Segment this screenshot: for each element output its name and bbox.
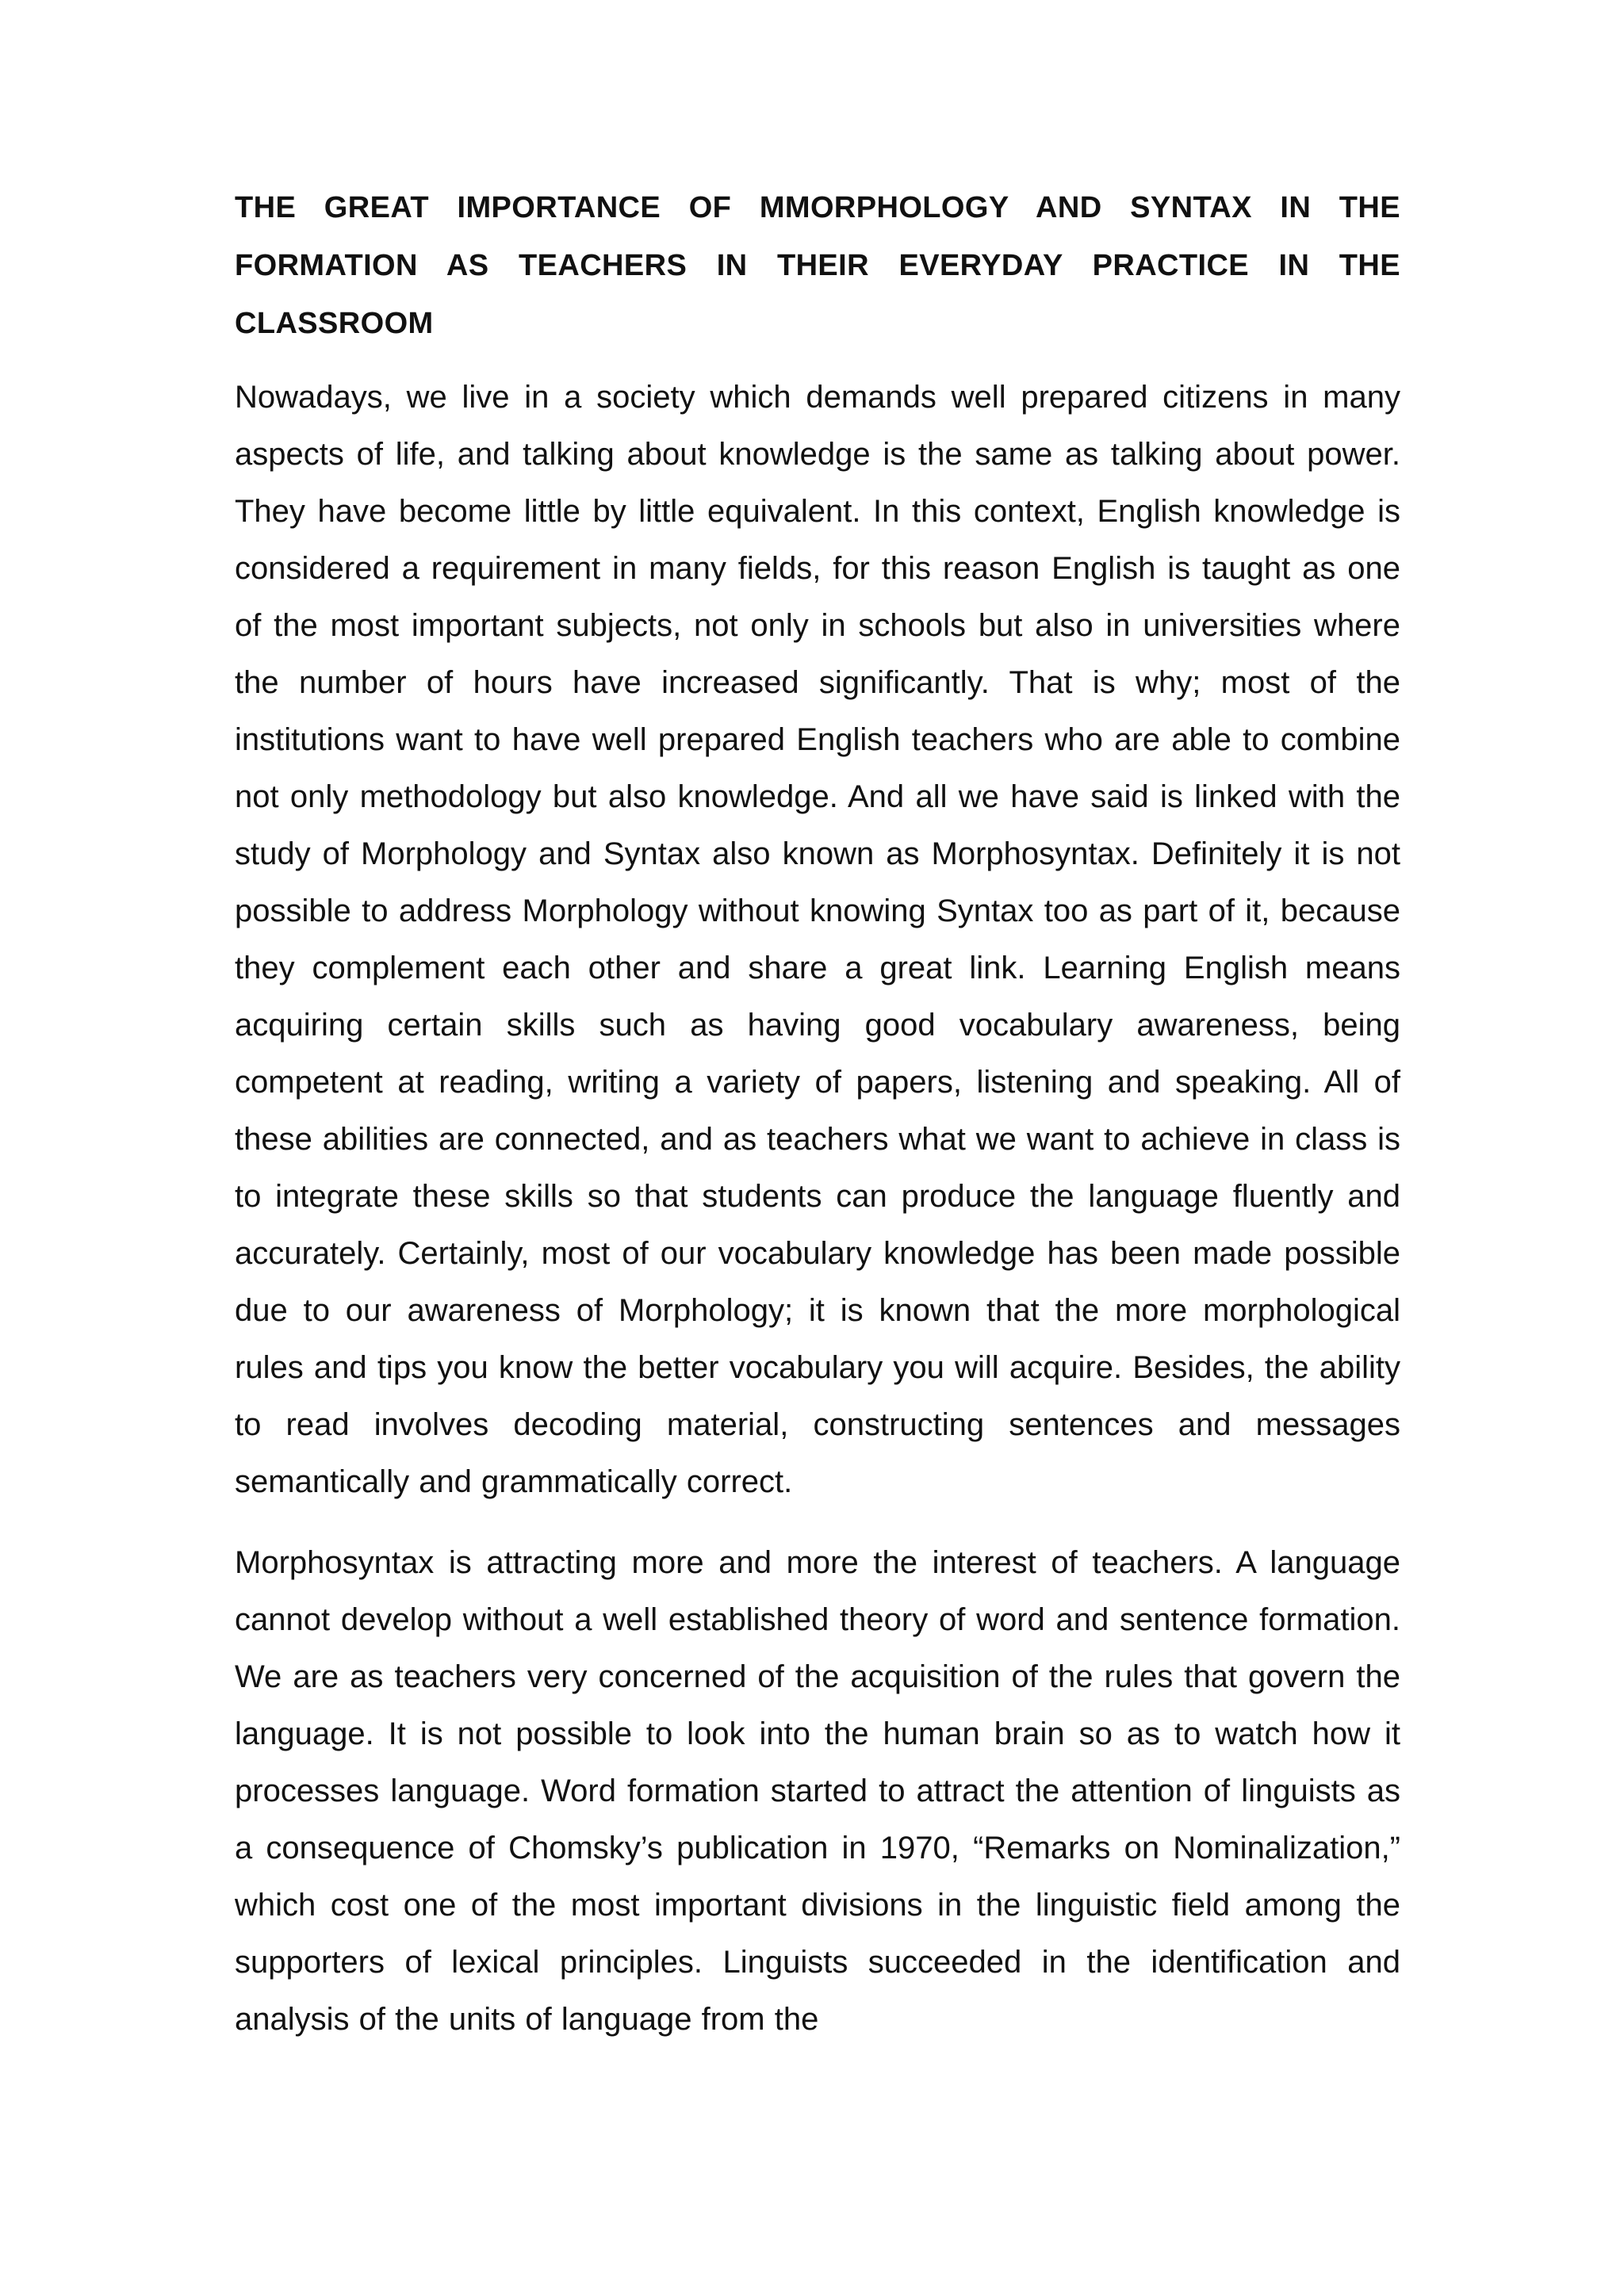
document-title: THE GREAT IMPORTANCE OF MMORPHOLOGY AND SYNTAX IN THE FORMATION AS TEACHERS IN THEIR EVERYDAY PRACTICE IN THE CLASSROOM — [235, 191, 1400, 340]
paragraph: Morphosyntax is attracting more and more the interest of teachers. A language cannot develop without a well established theory of word and sentence formation. We are as teachers very concerned of the acquisition of the rules that govern the language. It is not possible to look into the human brain so as to watch how it processes language. Word formation started to attract the attention of linguists as a consequence of Chomsky’s publication in 1970, “Remarks on Nominalization,” which cost one of the most important divisions in the linguistic field among the supporters of lexical principles. Linguists succeeded in the identification and analysis of the units of language from the — [235, 1545, 1400, 2037]
document-body — [235, 179, 1400, 2048]
paragraph: Nowadays, we live in a society which demands well prepared citizens in many aspects of life, and talking about knowledge is the same as talking about power. They have become little by little equivalent. In this context, English knowledge is considered a requirement in many fields, for this reason English is taught as one of the most important subjects, not only in schools but also in universities where the number of hours have increased significantly. That is why; most of the institutions want to have well prepared English teachers who are able to combine not only methodology but also knowledge. And all we have said is linked with the study of Morphology and Syntax also known as Morphosyntax. Definitely it is not possible to address Morphology without knowing Syntax too as part of it, because they complement each other and share a great link. Learning English means acquiring certain skills such as having good vocabulary awareness, being competent at reading, writing a variety of papers, listening and speaking. All of these abilities are connected, and as teachers what we want to achieve in class is to integrate these skills so that students can produce the language fluently and accurately. Certainly, most of our vocabulary knowledge has been made possible due to our awareness of Morphology; it is known that the more morphological rules and tips you know the better vocabulary you will acquire. Besides, the ability to read involves decoding material, constructing sentences and messages semantically and grammatically correct. — [235, 380, 1400, 1499]
